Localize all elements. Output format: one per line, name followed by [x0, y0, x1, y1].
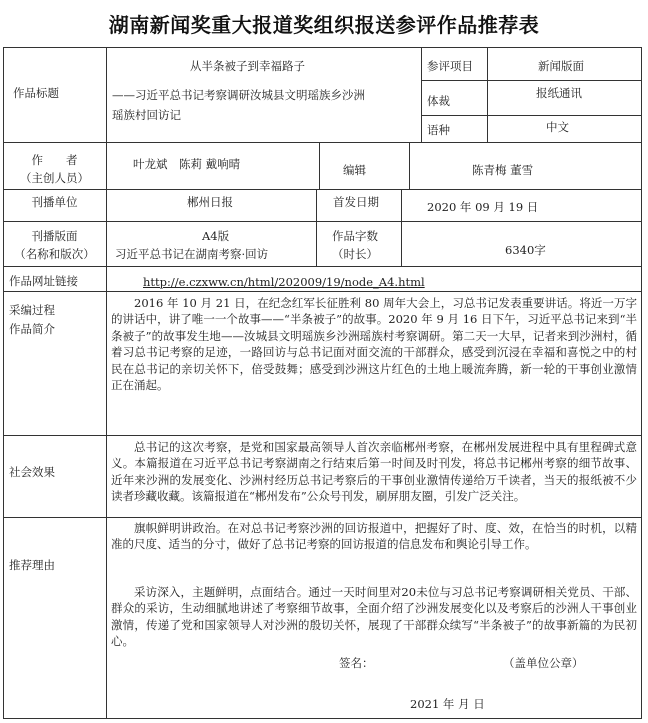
- table-border-line: [409, 142, 410, 189]
- table-border-line: [3, 718, 642, 719]
- work-title-subtitle-line1: ——习近平总书记考察调研汝城县文明瑶族乡沙洲: [112, 88, 365, 102]
- table-border-line: [3, 517, 642, 518]
- work-title-subtitle-line2: 瑶族村回访记: [112, 108, 181, 122]
- genre-label: 体裁: [427, 94, 450, 108]
- recommendation-form-table: [3, 47, 642, 719]
- table-border-line: [3, 142, 642, 143]
- signature-label: 签名：: [339, 656, 374, 670]
- intro-label: 作品简介: [9, 322, 55, 336]
- word-count-value: 6340字: [505, 243, 546, 257]
- table-border-line: [487, 47, 488, 142]
- reason-text-1: 旗帜鲜明讲政治。在对总书记考察沙洲的回访报道中，把握好了时、度、效，在恰当的时机，以精准的尺度、适当的分寸，做好了总书记考察的回访报道的信息发布和舆论引导工作。: [111, 521, 637, 552]
- date-line: 2021 年 月 日: [410, 697, 485, 711]
- table-border-line: [421, 115, 642, 116]
- editors-value: 陈青梅 董雪: [472, 163, 534, 177]
- process-label: 采编过程: [9, 303, 55, 317]
- table-border-line: [421, 80, 642, 81]
- publisher-value: 郴州日报: [187, 195, 233, 209]
- first-date-label: 首发日期: [333, 195, 379, 209]
- table-border-line: [421, 47, 422, 142]
- url-label: 作品网址链接: [9, 274, 78, 288]
- intro-text: 2016 年 10 月 21 日，在纪念红军长征胜利 80 周年大会上，习总书记发表重要讲话。将近一万字的讲话中，讲了唯一一个故事——“半条被子”的故事。2020 年 9 月 16 日下午，习近平总书记来到“半条被子”的故事发生地——汝城县文明瑶族乡沙洲瑶族村考察调研。第二天一大早，记者来到沙洲村，循着习总书记考察的足迹，一路回访与总书记面对面交流的干部群众，感受到沉浸在幸福和喜悦之中的村民在总书记的亲切关怀下，倍受鼓舞；感受到沙洲这片红色的土地上暖流奔腾，新一轮的干事创业激情正在涌起。: [111, 296, 637, 393]
- table-border-line: [3, 221, 642, 222]
- genre-value: 报纸通讯: [536, 86, 582, 100]
- reason-text-2: 采访深入，主题鲜明，点面结合。通过一天时间里对20未位与习总书记考察调研相关党员、干部、群众的采访，生动细腻地讲述了考察细节故事，全面介绍了沙洲发展变化以及考察后的沙洲人干事创业激情，传递了党和国家领导人对沙洲的殷切关怀，展现了干部群众续写“半条被子”的故事新篇的为民初心。: [111, 585, 637, 649]
- table-border-line: [3, 266, 642, 267]
- word-count-label: 作品字数: [332, 229, 378, 243]
- table-border-line: [3, 291, 642, 292]
- table-border-line: [319, 142, 320, 189]
- language-label: 语种: [427, 123, 450, 137]
- seal-note: （盖单位公章）: [503, 656, 584, 670]
- table-border-line: [3, 47, 642, 48]
- editor-label: 编辑: [343, 163, 366, 177]
- table-border-line: [3, 47, 4, 719]
- work-url-link[interactable]: http://e.czxww.cn/html/202009/19/node_A4.html: [143, 275, 425, 289]
- table-border-line: [3, 435, 642, 436]
- reason-label: 推荐理由: [9, 558, 55, 572]
- first-date-value: 2020 年 09 月 19 日: [427, 200, 539, 214]
- category-value: 新闻版面: [538, 59, 584, 73]
- table-border-line: [106, 47, 107, 719]
- effect-label: 社会效果: [9, 465, 55, 479]
- table-border-line: [316, 189, 317, 266]
- author-sublabel: （主创人员）: [20, 171, 89, 185]
- document-title: 湖南新闻奖重大报道奖组织报送参评作品推荐表: [108, 13, 540, 37]
- category-label: 参评项目: [427, 59, 473, 73]
- publisher-label: 刊播单位: [31, 195, 78, 209]
- table-border-line: [641, 47, 642, 719]
- author-label: 作 者: [31, 153, 78, 167]
- table-border-line: [3, 189, 642, 190]
- authors-value: 叶龙斌 陈莉 戴响晴: [133, 157, 241, 171]
- work-title-label: 作品标题: [13, 86, 59, 100]
- edition-label: 刊播版面: [31, 229, 78, 243]
- work-title-main: 从半条被子到幸福路子: [190, 59, 305, 73]
- edition-value-line1: A4版: [202, 229, 230, 243]
- word-count-sublabel: （时长）: [332, 247, 378, 261]
- edition-value-line2: 习近平总书记在湖南考察·回访: [115, 247, 269, 261]
- language-value: 中文: [546, 120, 569, 134]
- edition-sublabel: （名称和版次）: [14, 247, 95, 261]
- table-border-line: [401, 189, 402, 266]
- effect-text: 总书记的这次考察，是党和国家最高领导人首次亲临郴州考察，在郴州发展进程中具有里程碑式意义。本篇报道在习近平总书记考察湖南之行结束后第一时间及时刊发，将总书记郴州考察的细节故事、近年来沙洲的发展变化、沙洲村经历总书记考察后的干事创业激情传递给万千读者，当天的报纸被不少读者珍藏收藏。该篇报道在“郴州发布”公众号刊发，刷屏朋友圈，引发广泛关注。: [111, 440, 637, 504]
